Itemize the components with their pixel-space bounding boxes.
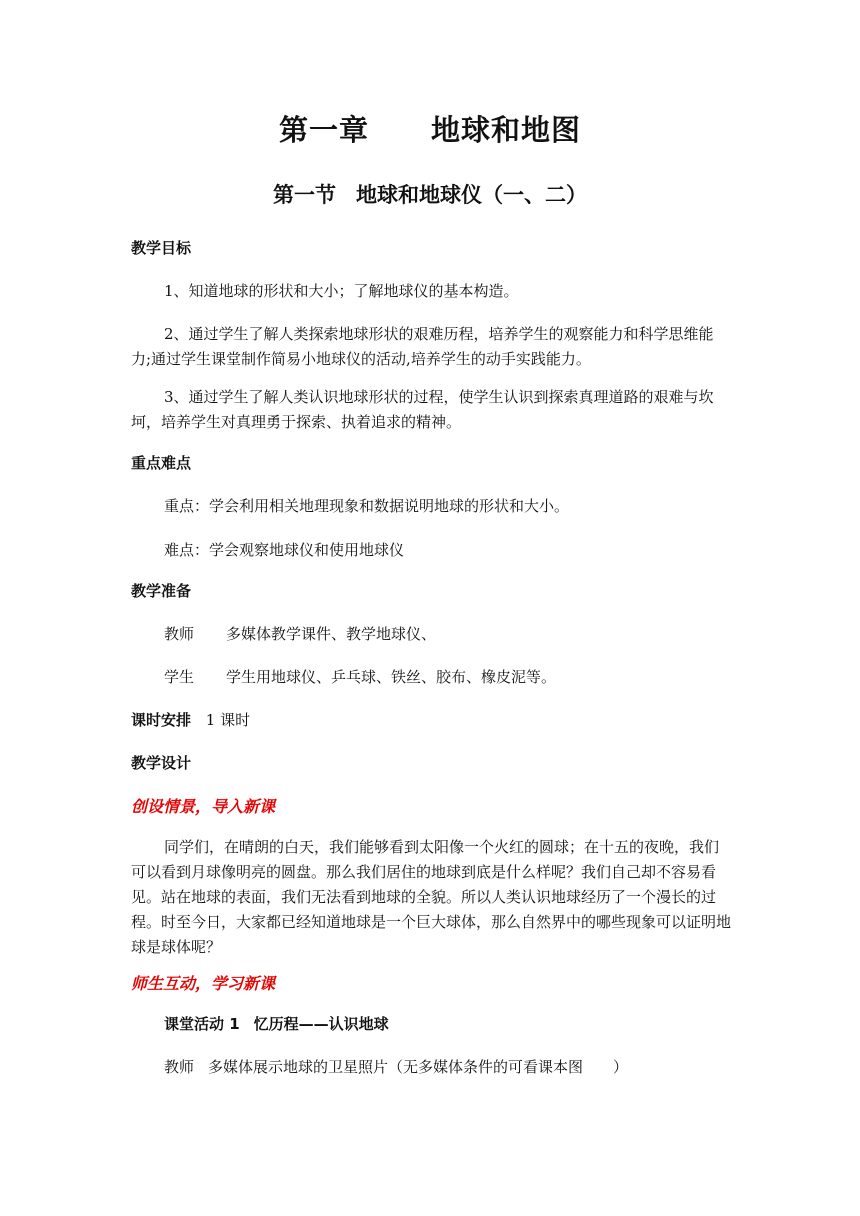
interaction-teacher-row (164, 1056, 628, 1077)
section-title (0, 179, 860, 209)
preparation-teacher-text: 多媒体教学课件、教学地球仪、 (226, 625, 437, 643)
preparation-teacher-row (164, 623, 436, 644)
objective-item-3: 3、通过学生了解人类认识地球形状的过程，使学生认识到探索真理道路的艰难与坎坷，培养学生对真理勇于探索、执着追求的精神。 (131, 388, 714, 431)
schedule-value: 1 课时 (205, 711, 251, 729)
section-topic: 地球和地球仪（一、二） (356, 183, 587, 207)
interaction-teacher-label: 教师 (164, 1058, 195, 1076)
objective-item-2: 2、通过学生了解人类探索地球形状的艰难历程，培养学生的观察能力和科学思维能力;通过学生课堂制作简易小地球仪的活动,培养学生的动手实践能力。 (131, 325, 714, 368)
chapter-topic: 地球和地图 (431, 113, 582, 147)
interaction-heading: 师生互动，学习新课 (131, 974, 276, 993)
schedule-heading: 课时安排 (131, 711, 192, 729)
key-points-heading: 重点难点 (131, 454, 192, 472)
preparation-heading: 教学准备 (131, 582, 192, 600)
chapter-number: 第一章 (278, 113, 369, 147)
section-number: 第一节 (273, 183, 336, 207)
activity-row (164, 1013, 389, 1034)
design-heading: 教学设计 (131, 754, 192, 772)
preparation-student-label: 学生 (164, 668, 195, 686)
activity-label: 课堂活动 1 (164, 1015, 240, 1033)
objective-item-1: 1、知道地球的形状和大小；了解地球仪的基本构造。 (164, 282, 519, 300)
activity-title: 忆历程——认识地球 (253, 1015, 389, 1033)
preparation-student-text: 学生用地球仪、乒乓球、铁丝、胶布、橡皮泥等。 (226, 668, 557, 686)
intro-paragraph: 同学们，在晴朗的白天，我们能够看到太阳像一个火红的圆球；在十五的夜晚，我们可以看到月球像明亮的圆盘。那么我们居住的地球到底是什么样呢？我们自己却不容易看见。站在地球的表面，我们无法看到地球的全貌。所以人类认识地球经历了一个漫长的过程。时至今日，大家都已经知道地球是一个巨大球体，那么自然界中的哪些现象可以证明地球是球体呢？ (131, 838, 732, 956)
preparation-teacher-label: 教师 (164, 625, 195, 643)
objectives-heading: 教学目标 (131, 239, 192, 257)
interaction-teacher-text: 多媒体展示地球的卫星照片（无多媒体条件的可看课本图 ） (208, 1058, 629, 1076)
key-point-text: 重点：学会利用相关地理现象和数据说明地球的形状和大小。 (164, 497, 570, 515)
intro-heading: 创设情景，导入新课 (131, 797, 276, 816)
difficult-point-text: 难点：学会观察地球仪和使用地球仪 (164, 541, 405, 559)
chapter-title (0, 108, 860, 149)
preparation-student-row (164, 666, 556, 687)
schedule-row (131, 709, 250, 730)
